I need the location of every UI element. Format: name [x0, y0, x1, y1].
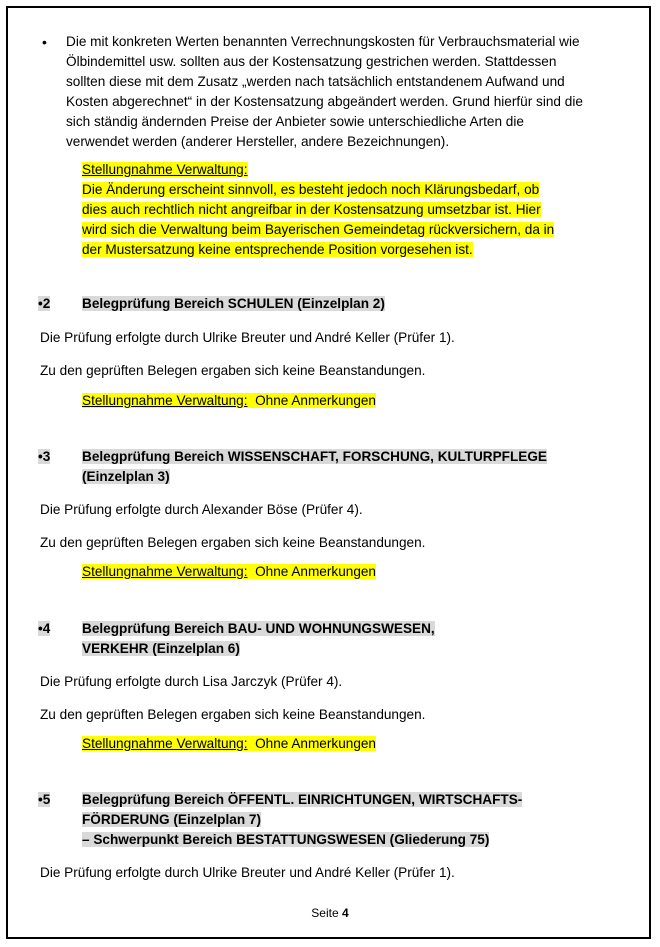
- section-number: •4: [38, 621, 51, 636]
- statement-line: wird sich die Verwaltung beim Bayerischen Gemeindetag rückversichern, da in: [82, 222, 555, 237]
- section-paragraph: Zu den geprüften Belegen ergaben sich keine Beanstandungen.: [40, 535, 426, 550]
- statement-text: Ohne Anmerkungen: [255, 393, 376, 408]
- bullet-dot: •: [42, 34, 47, 50]
- intro-line: verwendet werden (anderer Hersteller, andere Bezeichnungen).: [66, 134, 450, 149]
- page-number: 4: [342, 906, 349, 920]
- section-paragraph: Die Prüfung erfolgte durch Alexander Böse (Prüfer 4).: [40, 502, 363, 517]
- statement-text: Ohne Anmerkungen: [255, 736, 376, 751]
- intro-line: sollten diese mit dem Zusatz „werden nach tatsächlich entstandenem Aufwand und: [66, 74, 565, 89]
- statement-text: Ohne Anmerkungen: [255, 564, 376, 579]
- intro-line: Ölbindemittel usw. sollten aus der Kostensatzung gestrichen werden. Stattdessen: [66, 54, 557, 69]
- section-paragraph: Zu den geprüften Belegen ergaben sich keine Beanstandungen.: [40, 707, 426, 722]
- intro-line: Die mit konkreten Werten benannten Verrechnungskosten für Verbrauchsmaterial wie: [66, 34, 580, 49]
- page-footer: [0, 906, 660, 920]
- section-heading: Belegprüfung Bereich BAU- UND WOHNUNGSWESEN, VERKEHR (Einzelplan 6): [82, 621, 435, 656]
- section-number: •3: [38, 449, 51, 464]
- statement-line: dies auch rechtlich nicht angreifbar in der Kostensatzung umsetzbar ist. Hier: [82, 202, 541, 217]
- statement-label: Stellungnahme Verwaltung:: [82, 564, 248, 579]
- section-number: •2: [38, 296, 51, 311]
- section-paragraph: Die Prüfung erfolgte durch Ulrike Breuter und André Keller (Prüfer 1).: [40, 330, 455, 345]
- statement-label: Stellungnahme Verwaltung:: [82, 393, 248, 408]
- statement-line: der Mustersatzung keine entsprechende Position vorgesehen ist.: [82, 242, 473, 257]
- section-paragraph: Die Prüfung erfolgte durch Lisa Jarczyk (Prüfer 4).: [40, 674, 343, 689]
- section-statement: [82, 562, 376, 582]
- statement-label: Stellungnahme Verwaltung:: [82, 736, 248, 751]
- section-number: •5: [38, 792, 51, 807]
- intro-statement: [82, 160, 554, 260]
- statement-line: Die Änderung erscheint sinnvoll, es besteht jedoch noch Klärungsbedarf, ob: [82, 182, 540, 197]
- intro-line: Kosten abgerechnet“ in der Kostensatzung abgeändert werden. Grund hierfür sind die: [66, 94, 583, 109]
- section-paragraph: Zu den geprüften Belegen ergaben sich keine Beanstandungen.: [40, 363, 426, 378]
- section-heading: Belegprüfung Bereich SCHULEN (Einzelplan 2): [82, 296, 385, 311]
- intro-line: sich ständig ändernden Preise der Anbieter sowie unterschiedliche Arten die: [66, 114, 524, 129]
- page-label: Seite: [311, 906, 339, 920]
- section-heading: Belegprüfung Bereich WISSENSCHAFT, FORSCHUNG, KULTURPFLEGE (Einzelplan 3): [82, 449, 547, 484]
- section-heading: Belegprüfung Bereich ÖFFENTL. EINRICHTUNGEN, WIRTSCHAFTS- FÖRDERUNG (Einzelplan 7) – Schwerpunkt Bereich BESTATTUNGSWESEN (Gliederung 75): [82, 792, 523, 847]
- section-statement: [82, 391, 376, 411]
- section-statement: [82, 734, 376, 754]
- section-paragraph: Die Prüfung erfolgte durch Ulrike Breuter und André Keller (Prüfer 1).: [40, 865, 455, 880]
- intro-paragraph: [66, 32, 646, 152]
- statement-label: Stellungnahme Verwaltung:: [82, 162, 248, 177]
